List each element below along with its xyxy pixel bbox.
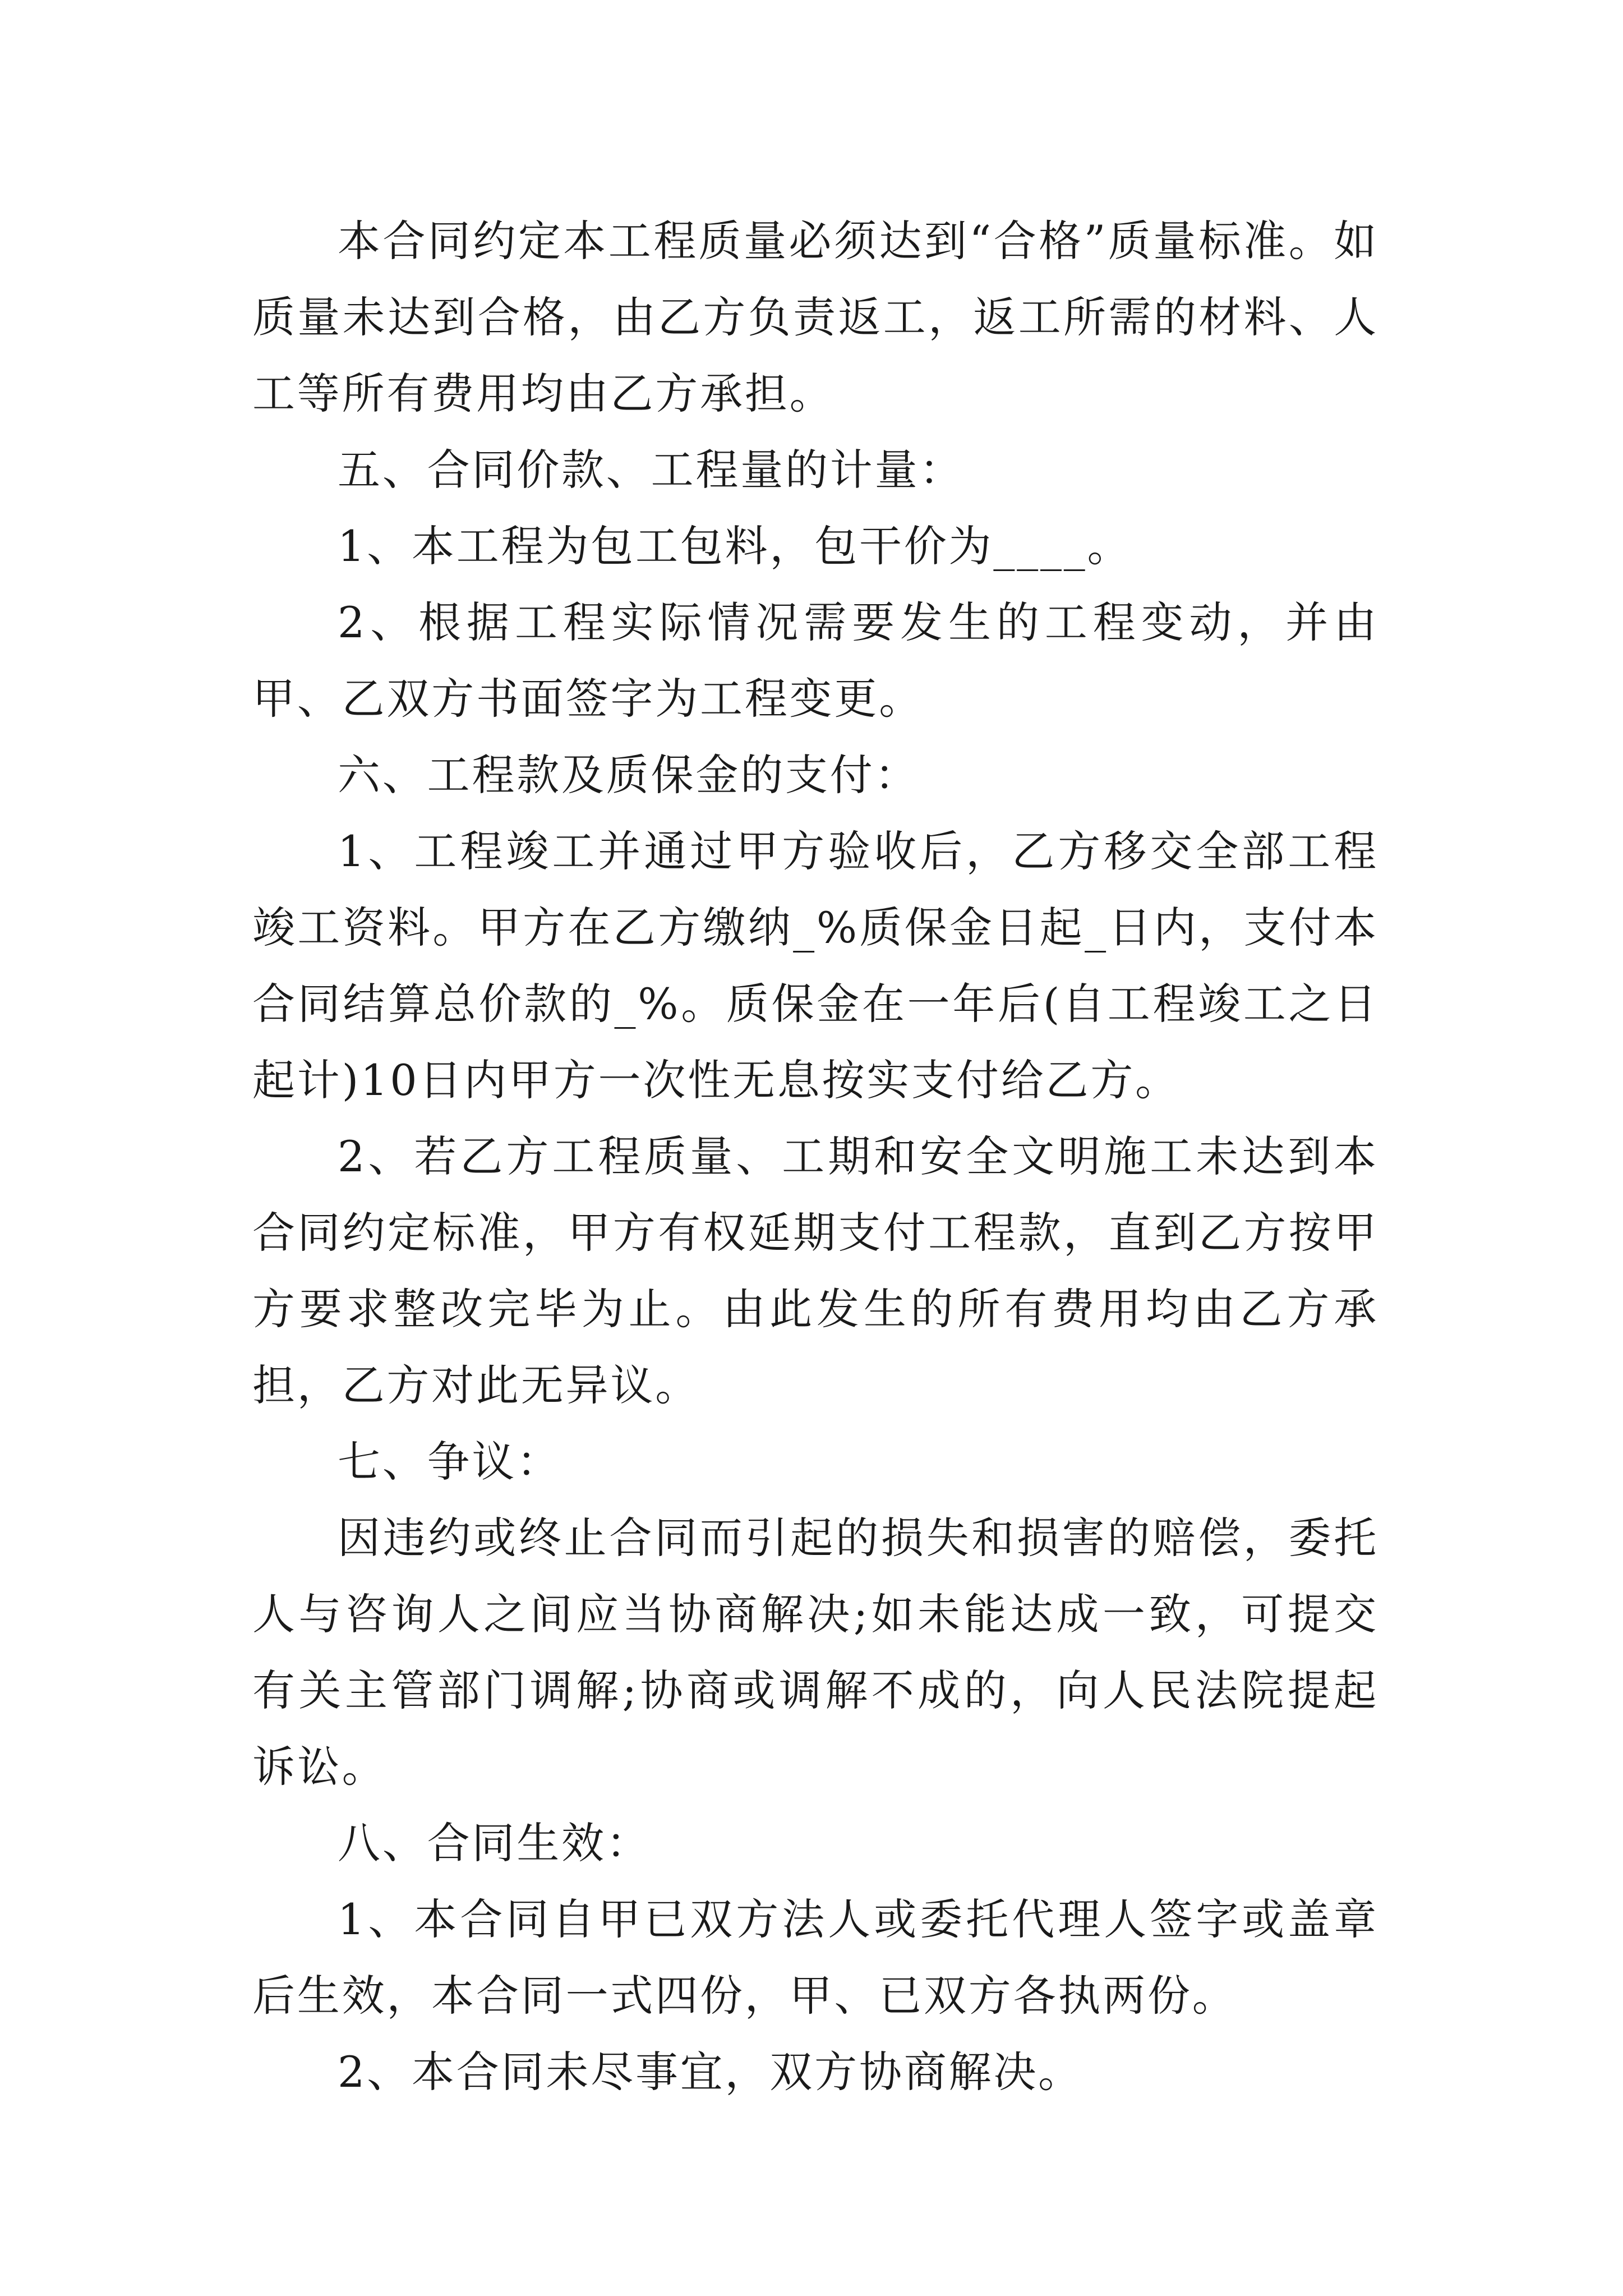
- heading-section-8: 八、合同生效：: [338, 1818, 651, 1868]
- paragraph-8-1: 1、本合同自甲已双方法人或委托代理人签字或盖章后生效，本合同一式四份，甲、已双方各执两份。: [252, 1894, 1378, 2021]
- paragraph-8-2: 2、本合同未尽事宜，双方协商解决。: [338, 2047, 1083, 2097]
- document-body: [252, 203, 1378, 2110]
- paragraph-7-dispute: 因违约或终止合同而引起的损失和损害的赔偿，委托人与咨询人之间应当协商解决;如未能达成一致，可提交有关主管部门调解;协商或调解不成的，向人民法院提起诉讼。: [252, 1513, 1378, 1792]
- heading-section-6: 六、工程款及质保金的支付：: [338, 750, 920, 800]
- paragraph-6-1: 1、工程竣工并通过甲方验收后，乙方移交全部工程竣工资料。甲方在乙方缴纳_%质保金日起_日内，支付本合同结算总价款的_%。质保金在一年后(自工程竣工之日起计)10日内甲方一次性无息按实支付给乙方。: [252, 826, 1378, 1105]
- heading-section-5: 五、合同价款、工程量的计量：: [338, 445, 965, 495]
- paragraph-5-1: 1、本工程为包工包料，包干价为____。: [338, 521, 1132, 571]
- heading-section-7: 七、争议：: [338, 1437, 561, 1487]
- paragraph-5-2: 2、根据工程实际情况需要发生的工程变动，并由甲、乙双方书面签字为工程变更。: [252, 597, 1378, 724]
- paragraph-6-2: 2、若乙方工程质量、工期和安全文明施工未达到本合同约定标准，甲方有权延期支付工程款，直到乙方按甲方要求整改完毕为止。由此发生的所有费用均由乙方承担，乙方对此无异议。: [252, 1131, 1378, 1410]
- paragraph-quality-standard: 本合同约定本工程质量必须达到“合格”质量标准。如质量未达到合格，由乙方负责返工，返工所需的材料、人工等所有费用均由乙方承担。: [252, 216, 1378, 418]
